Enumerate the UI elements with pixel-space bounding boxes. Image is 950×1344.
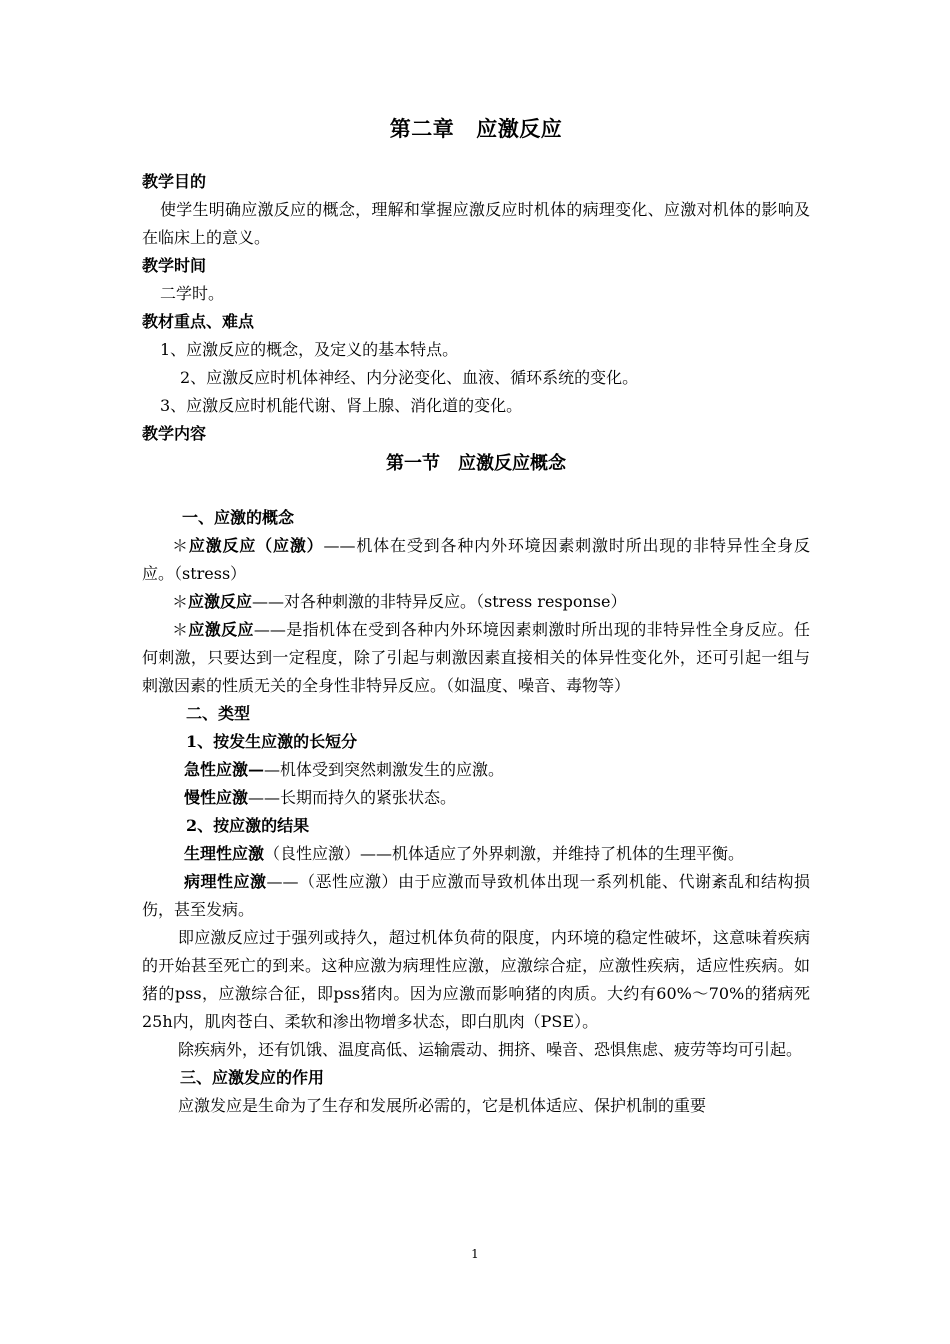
goal-text: 使学生明确应激反应的概念，理解和掌握应激反应时机体的病理变化、应激对机体的影响及在临床上的意义。	[142, 200, 810, 247]
s2-heading: 二、类型	[186, 704, 251, 723]
section-number: 第一节	[386, 453, 440, 474]
physiological-stress-text: （良性应激）——机体适应了外界刺激，并维持了机体的生理平衡。	[264, 844, 745, 863]
chronic-stress-term: 慢性应激	[184, 788, 249, 807]
other-causes-paragraph: 除疾病外，还有饥饿、温度高低、运输震动、拥挤、噪音、恐惧焦虑、疲劳等均可引起。	[178, 1040, 803, 1059]
definition-3-text: ——是指机体在受到各种内外环境因素刺激时所出现的非特异性全身反应。任何刺激，只要达到一定程度，除了引起与刺激因素直接相关的体异性变化外，还可引起一组与刺激因素的性质无关的全身性非特异反应。（如温度、噪音、毒物等）	[142, 620, 810, 695]
physiological-stress	[142, 840, 810, 868]
acute-stress-term: 急性应激—	[184, 760, 265, 779]
key-heading: 教材重点、难点	[142, 312, 255, 331]
time-heading: 教学时间	[142, 256, 207, 275]
definition-1-term: 应激反应（应激）	[188, 536, 324, 555]
section-name: 应激反应概念	[458, 453, 566, 474]
definition-2-text: ——对各种刺激的非特异反应。（stress response）	[252, 592, 627, 611]
chronic-stress-text: ——长期而持久的紧张状态。	[248, 788, 457, 807]
s3-text: 应激发应是生命为了生存和发展所必需的，它是机体适应、保护机制的重要	[178, 1096, 707, 1115]
definition-1-text: ——机体在受到各种内外环境因素刺激时所出现的非特异性全身反应。（stress）	[142, 536, 810, 583]
page-number: 1	[471, 1247, 479, 1261]
physiological-stress-term: 生理性应激	[184, 844, 265, 863]
pathological-stress-term: 病理性应激	[184, 872, 267, 891]
s2-subheading-1: 1、按发生应激的长短分	[186, 732, 358, 751]
definition-2	[142, 588, 810, 616]
chronic-stress	[142, 784, 810, 812]
definition-3	[142, 616, 810, 700]
time-text: 二学时。	[160, 284, 225, 303]
definition-3-term: 应激反应	[188, 620, 254, 639]
definition-2-term: 应激反应	[188, 592, 253, 611]
key-item-1: 1、应激反应的概念，及定义的基本特点。	[160, 340, 459, 359]
chapter-title	[142, 112, 810, 146]
key-item-3: 3、应激反应时机能代谢、肾上腺、消化道的变化。	[160, 396, 523, 415]
chapter-name: 应激反应	[476, 116, 563, 141]
section-title	[142, 448, 810, 480]
s1-heading: 一、应激的概念	[182, 508, 295, 527]
s2-subheading-2: 2、按应激的结果	[186, 816, 310, 835]
goal-heading: 教学目的	[142, 172, 207, 191]
acute-stress-text: —机体受到突然刺激发生的应激。	[264, 760, 505, 779]
pathological-paragraph: 即应激反应过于强列或持久，超过机体负荷的限度，内环境的稳定性破坏，这意味着疾病的开始甚至死亡的到来。这种应激为病理性应激，应激综合症，应激性疾病，适应性疾病。如猪的pss，应激综合征，即pss猪肉。因为应激而影响猪的肉质。大约有60%～70%的猪病死25h内，肌肉苍白、柔软和渗出物增多状态，即白肌肉（PSE）。	[142, 928, 810, 1031]
definition-1-star: ＊	[172, 536, 189, 555]
acute-stress	[142, 756, 810, 784]
definition-1	[142, 532, 810, 588]
definition-2-star: ＊	[172, 592, 189, 611]
chapter-number: 第二章	[389, 116, 455, 141]
document-page	[142, 112, 810, 1120]
key-item-2: 2、应激反应时机体神经、内分泌变化、血液、循环系统的变化。	[180, 368, 639, 387]
content-heading: 教学内容	[142, 424, 207, 443]
pathological-stress-text: ——（恶性应激）由于应激而导致机体出现一系列机能、代谢紊乱和结构损伤，甚至发病。	[142, 872, 810, 919]
s3-heading: 三、应激发应的作用	[180, 1068, 325, 1087]
definition-3-star: ＊	[172, 620, 189, 639]
pathological-stress	[142, 868, 810, 924]
